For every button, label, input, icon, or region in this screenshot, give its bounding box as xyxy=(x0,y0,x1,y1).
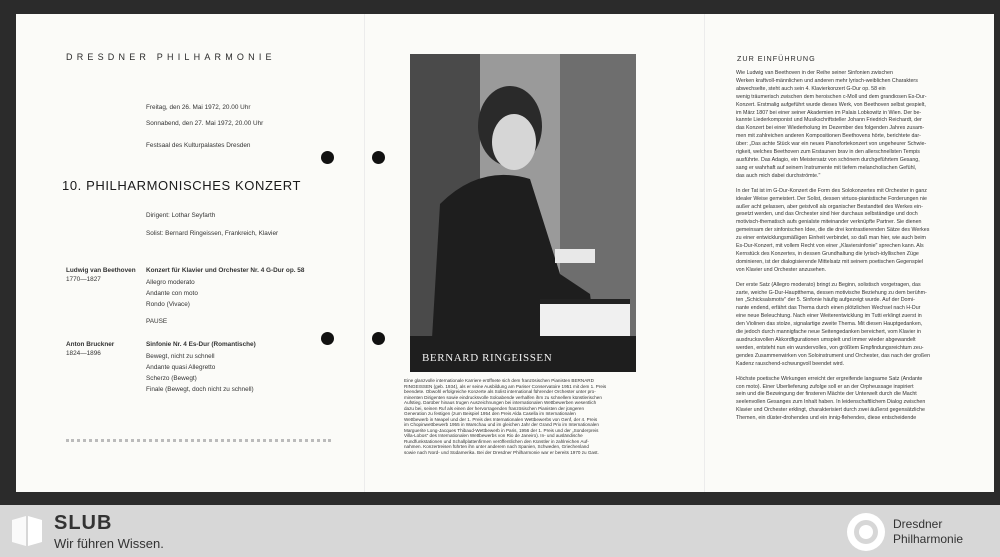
caption-line: dazu bei, seinen Ruf als einen der hervorragenden französischen Pianisten der jüngeren xyxy=(404,405,585,411)
text-line: ausführte. Das Adagio, ein Meistersatz von schönem durchgeführtem Gesang, xyxy=(736,156,920,163)
program-sheet xyxy=(16,14,994,492)
paragraph xyxy=(736,282,984,369)
text-line: gemeinsam der sinfonischen Idee, die die drei kontrastierenden Sätze des Werkes xyxy=(736,227,930,234)
philharmonie-logo-icon[interactable] xyxy=(846,512,886,552)
paragraph xyxy=(736,376,984,423)
paragraph xyxy=(736,188,984,275)
movement-list xyxy=(146,353,254,397)
concert-title: 10. PHILHARMONISCHES KONZERT xyxy=(62,178,302,193)
text-line: ausdrucksvollen Akkordfigurationen umspielt und immer wieder abgewandelt xyxy=(736,337,916,343)
caption-line: Marguerite Long-Jacques Thibaud-Wettbewerb in Paris, 1956 der 1. Preis und der „Sonderpreis xyxy=(404,427,599,433)
concert-date-2: Sonnabend, den 27. Mai 1972, 20.00 Uhr xyxy=(146,120,264,127)
pianist-photo-illustration xyxy=(410,54,636,372)
text-line: von Klavier und Orchester anzusehen. xyxy=(736,266,827,273)
text-line: über: „Das achte Stück war ein neues Pianofortekonzert von ungeheurer Schwie- xyxy=(736,141,927,148)
dotted-divider xyxy=(66,439,331,445)
caption-line: Aufstieg. Darüber hinaus trugen Auszeichnungen bei internationalen Wettbewerben wesentlich xyxy=(404,400,597,405)
pianist-photo xyxy=(410,54,636,372)
text-line: zu einer entwicklungsmäßigen Einheit verbindet, so daß man hier, wie auch beim xyxy=(736,235,926,242)
caption-line: sowie nach Nord- und Südamerika. Bei der Dresdner Philharmonie war er bereits 1970 zu Gast. xyxy=(404,449,599,455)
text-line: motivisch-thematisch aufs genialste miteinander verknüpfte Partner. Sie dienen xyxy=(736,219,922,226)
work-title: Konzert für Klavier und Orchester Nr. 4 G-Dur op. 58 xyxy=(146,267,305,274)
movement: Andante con moto xyxy=(146,290,198,297)
text-line: abwechselte, steht auch sein 4. Klavierkonzert G-Dur op. 58 ein xyxy=(736,85,886,92)
text-line: das Konzert bei einer Wiederholung im Dezember des folgenden Jahres zusam- xyxy=(736,125,925,132)
movement: Scherzo (Bewegt) xyxy=(146,375,197,382)
text-line: gesetzt werden, und das Orchester sind hier durchaus selbständige und doch xyxy=(736,211,918,218)
text-line: men mit zahlreichen anderen Kompositionen Beethovens hörte, berichtete dar- xyxy=(736,133,921,140)
movement: Bewegt, nicht zu schnell xyxy=(146,353,215,360)
introduction-heading: ZUR EINFÜHRUNG xyxy=(737,54,816,63)
composer-name: Anton Bruckner xyxy=(66,341,115,348)
composer-name: Ludwig van Beethoven xyxy=(66,267,136,274)
photo-name-label: BERNARD RINGEISSEN xyxy=(422,352,553,364)
text-line: zarte, weiche G-Dur-Hauptthema, dessen motivische Beziehung zu dem berühm- xyxy=(736,289,927,296)
text-line: dominieren, ist der dialogisierende Mittelsatz mit seinem poetischen Gegenspiel xyxy=(736,258,923,265)
ensemble-name: DRESDNER PHILHARMONIE xyxy=(66,52,276,62)
movement: Allegro moderato xyxy=(146,279,195,286)
text-line: eine neue Beleuchtung. Nach einer Weiterentwicklung im Tutti erklingt zuerst in xyxy=(736,313,922,320)
orchestra-name-line1: Dresdner xyxy=(893,517,943,531)
caption-line: beendete. Obwohl erfolgreiche Konzerte als Solist international führender Orchester unter pro- xyxy=(404,389,596,394)
text-line: die jedoch durch mannigfache neue Seitengedanken bereichert, vom Klavier in xyxy=(736,329,921,336)
text-line: Themen, ein düster-drohendes und ein innig-flehendes, diese entscheidende xyxy=(736,415,917,422)
punch-hole xyxy=(372,332,385,345)
movement: Rondo (Vivace) xyxy=(146,301,190,308)
library-name[interactable]: SLUB xyxy=(54,512,113,534)
text-line: Wie Ludwig van Beethoven in der Reihe seiner Sinfonien zwischen xyxy=(736,70,893,76)
text-line: seelenvollen Gesanges zum Inhalt haben. In leidenschaftlichem Dialog zwischen xyxy=(736,399,926,406)
text-line: Klavier und Orchester erklingt, charakterisiert durch zwei äußerst gegensätzliche xyxy=(736,407,926,414)
slub-book-icon[interactable] xyxy=(10,514,44,548)
text-line: wenig träumerisch zwischen dem heroischen c-Moll und dem grandiosen Es-Dur- xyxy=(736,93,927,100)
fold-line xyxy=(364,14,365,492)
punch-hole xyxy=(321,332,334,345)
caption-line: im Chopinwettbewerb 1955 in Warschau und im gleichen Jahr der Grand Prix im Internationalen xyxy=(404,422,599,427)
text-line: Der erste Satz (Allegro moderato) bringt zu Beginn, solistisch vorgetragen, das xyxy=(736,281,921,288)
text-line: außer acht gelassen, aber geistvoll als organischer Bestandteil des Werkes ein- xyxy=(736,203,923,210)
text-line: Werken kraftvoll-männlichen und anderen mehr lyrisch-weiblichen Charakters xyxy=(736,77,918,84)
text-line: ten „Schicksalsmotiv" der 5. Sinfonie häufig aufgezeigt wurde. Auf der Domi- xyxy=(736,297,915,304)
caption-line: Villa-Lobos" des Internationalen Wettbewerbs von Rio de Janeiro). In- und ausländische xyxy=(404,433,583,438)
conductor: Dirigent: Lothar Seyfarth xyxy=(146,212,216,219)
composer-dates: 1770—1827 xyxy=(66,276,101,283)
composer-dates: 1824—1896 xyxy=(66,350,101,357)
punch-hole xyxy=(372,151,385,164)
soloist: Solist: Bernard Ringeissen, Frankreich, Klavier xyxy=(146,230,279,237)
text-line: das auch mich dabei durchströmte." xyxy=(736,172,821,179)
caption-line: Rundfunkstationen und Schallplattenfirmen veröffentlichen den Künstler in zahlreichen Auf- xyxy=(404,438,589,444)
library-tagline: Wir führen Wissen. xyxy=(54,536,164,551)
movement-list xyxy=(146,279,198,312)
photo-caption xyxy=(404,378,644,458)
text-line: im März 1807 bei einer seiner Akademien im Palais Lobkowitz in Wien. Der be- xyxy=(736,109,922,116)
text-line: Höchste poetische Wirkungen erreicht der ergreifende langsame Satz (Andante xyxy=(736,375,923,382)
text-line: gendes Zusammenwirken von Soloinstrument und Orchester, das nach der großen xyxy=(736,352,931,359)
fold-line xyxy=(704,14,705,492)
text-line: Kernstück des Konzertes, in dessen Grundhaltung die lyrisch-idyllischen Züge xyxy=(736,250,919,257)
caption-line: RINGEISSEN (geb. 1934), als er seine Ausbildung am Pariser Conservatoire 1951 mit dem 1. Preis xyxy=(404,383,607,389)
paragraph xyxy=(736,70,984,181)
movement: Andante quasi Allegretto xyxy=(146,364,216,371)
concert-venue: Festsaal des Kulturpalastes Dresden xyxy=(146,142,251,149)
introduction-text xyxy=(736,70,984,430)
text-line: werden, entsteht nun ein wundervolles, von größtem Empfindungsreichtum zeu- xyxy=(736,344,924,351)
punch-hole xyxy=(321,151,334,164)
caption-line: Generation zu festigen (zum Beispiel 1954 den Preis Alda Casella im Internationalen xyxy=(404,411,576,416)
text-line: sang er wahrhaft auf seinem Instrumente mit tiefem melancholischen Gefühl, xyxy=(736,164,917,171)
text-line: Konzert. Erstmalig aufgeführt wurde dieses Werk, von Beethoven selbst gespielt, xyxy=(736,101,926,108)
text-line: Es-Dur-Konzert, mit vollem Recht von einer „Klaviersinfonie" sprechen kann. Als xyxy=(736,243,924,250)
text-line: idealer Weise gemeistert. Der Solist, dessen virtuos-pianistische Forderungen nie xyxy=(736,195,927,202)
text-line: rigkeit, welches Beethoven zum Erstaunen brav in den allerschnellsten Tempis xyxy=(736,149,920,156)
pause-label: PAUSE xyxy=(146,318,168,325)
caption-line: nahmen. Konzertreisen führten ihn unter anderem nach Spanien, Schweden, Griechenland xyxy=(404,444,589,449)
text-line: sein und die Bezwingung der finsteren Mächte der Unterwelt durch die Macht xyxy=(736,391,917,398)
orchestra-name-line2: Philharmonie xyxy=(893,532,964,546)
text-line: den Violinen das stolze, signalartige zweite Thema. Mit diesen Hauptgedanken, xyxy=(736,321,923,328)
text-line: nante endend, erfährt das Thema durch einen plötzlichen Wechsel nach H-Dur xyxy=(736,305,921,312)
work-title: Sinfonie Nr. 4 Es-Dur (Romantische) xyxy=(146,341,256,348)
text-line: con moto). Einer Überlieferung zufolge soll er an der Orpheussage inspiriert xyxy=(736,383,914,390)
caption-line: Eine glanzvolle internationale Karriere eröffnete sich dem französischen Pianisten BERNARD xyxy=(404,378,594,383)
movement: Finale (Bewegt, doch nicht zu schnell) xyxy=(146,386,254,393)
caption-line: Wettbewerb in Neapel und der 1. Preis des Internationalen Wettbewerbs von Genf, der 4. Preis xyxy=(404,416,598,422)
text-line: In der Tat ist im G-Dur-Konzert die Form des Solokonzertes mit Orchester in ganz xyxy=(736,187,927,194)
concert-date-1: Freitag, den 26. Mai 1972, 20.00 Uhr xyxy=(146,104,251,111)
caption-line: minenten Dirigenten sowie eindrucksvolle Soloabende verhalfen ihm zu schnellem künstlerischen xyxy=(404,394,602,400)
text-line: Kadenz rauschend-schwungvoll beendet wird. xyxy=(736,360,845,367)
text-line: kannte Liederkomponist und Musikschriftsteller Johann Friedrich Reichardt, der xyxy=(736,117,922,124)
